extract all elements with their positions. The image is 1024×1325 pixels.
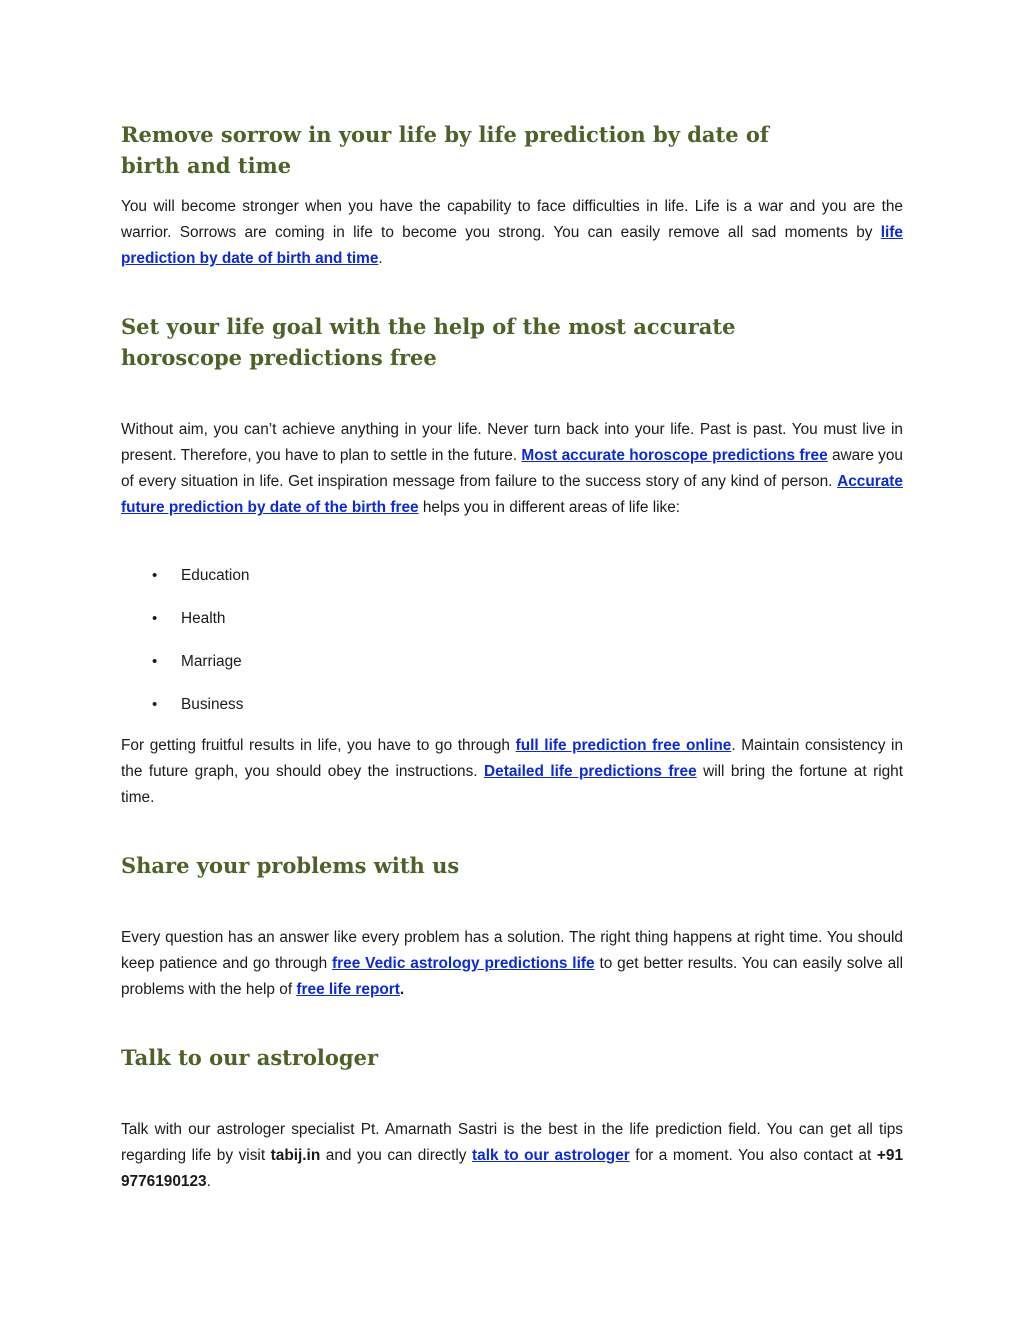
text-span: You will become stronger when you have the capability to face difficulties in life. Life is a war and you are the warrior. Sorrows are coming in life to become you strong. You can easily remove all sad moments by	[121, 198, 903, 241]
section-heading-remove-sorrow: Remove sorrow in your life by life prediction by date of birth and time	[121, 122, 769, 178]
bullet-icon: •	[152, 653, 158, 670]
text-span: and you can directly	[320, 1147, 473, 1164]
phone-number: +91 9776190123	[121, 1147, 903, 1190]
text-span: Without aim, you can’t achieve anything in your life. Never turn back into your life. Past is past. You must live in present. Therefore, you have to plan to settle in the future.	[121, 421, 903, 464]
text-span: .	[378, 250, 383, 267]
link-accurate-future-prediction[interactable]: Accurate future prediction by date of the birth free	[121, 473, 903, 516]
text-span: will bring the fortune at right time.	[121, 763, 904, 806]
section-heading-share-problems: Share your problems with us	[121, 853, 460, 878]
bullet-icon: •	[152, 610, 158, 627]
list-item	[121, 566, 521, 609]
text-span: . Maintain consistency in the future graph, you should obey the instructions.	[121, 737, 904, 780]
list-item-label: Business	[181, 696, 244, 713]
paragraph-set-life-goal	[121, 417, 903, 521]
paragraph-share-problems	[121, 925, 903, 1003]
list-item	[121, 695, 521, 738]
life-areas-list	[121, 566, 521, 738]
text-span: Every question has an answer like every problem has a solution. The right thing happens at right time. You should keep patience and go through	[121, 929, 903, 972]
list-item	[121, 609, 521, 652]
list-item-label: Marriage	[181, 653, 242, 670]
link-full-life-prediction[interactable]: full life prediction free online	[515, 737, 732, 754]
bullet-icon: •	[152, 567, 158, 584]
section-heading-set-life-goal: Set your life goal with the help of the most accurate horoscope predictions free	[121, 314, 736, 370]
link-free-vedic-astrology[interactable]: free Vedic astrology predictions life	[332, 955, 595, 972]
text-span: Talk with our astrologer specialist Pt. Amarnath Sastri is the best in the life prediction field. You can get all tips regarding life by visit	[121, 1121, 903, 1164]
list-item-label: Education	[181, 567, 250, 584]
text-span: to get better results. You can easily solve all problems with the help of	[121, 955, 903, 998]
text-span: for a moment. You also contact at	[629, 1147, 877, 1164]
paragraph-talk-astrologer	[121, 1117, 903, 1195]
text-span: .	[206, 1173, 211, 1190]
list-item-label: Health	[181, 610, 226, 627]
paragraph-remove-sorrow	[121, 194, 903, 272]
link-life-prediction-by-date-of-birth[interactable]: life prediction by date of birth and time	[121, 224, 903, 267]
link-detailed-life-predictions[interactable]: Detailed life predictions free	[484, 763, 697, 780]
paragraph-fruitful-results	[121, 733, 903, 811]
link-most-accurate-horoscope[interactable]: Most accurate horoscope predictions free	[521, 447, 828, 464]
text-span: aware you of every situation in life. Get inspiration message from failure to the success story of any kind of person.	[121, 447, 903, 490]
section-heading-talk-astrologer: Talk to our astrologer	[121, 1045, 379, 1070]
text-span: For getting fruitful results in life, you have to go through	[121, 737, 516, 754]
link-talk-to-astrologer[interactable]: talk to our astrologer	[472, 1147, 630, 1164]
list-item	[121, 652, 521, 695]
text-span: helps you in different areas of life like:	[418, 499, 681, 516]
link-free-life-report[interactable]: free life report	[296, 981, 400, 998]
bullet-icon: •	[152, 696, 158, 713]
text-span: .	[399, 981, 405, 998]
website-name: tabij.in	[270, 1147, 321, 1164]
